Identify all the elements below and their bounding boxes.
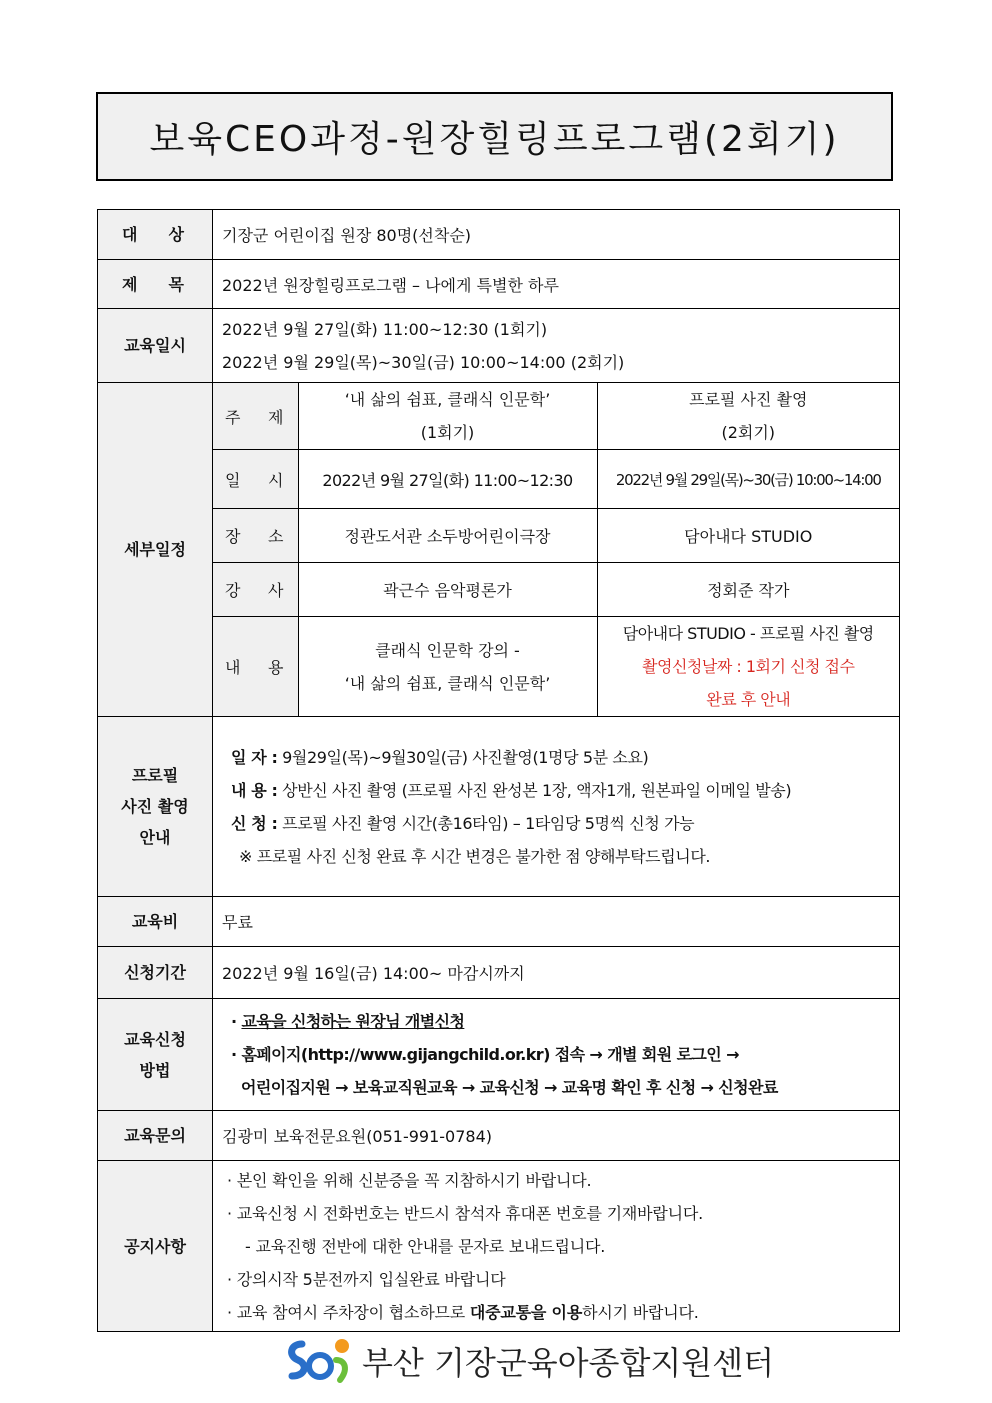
method-line-3: 어린이집지원 → 보육교직원교육 → 교육신청 → 교육명 확인 후 신청 → 신청완료 (241, 1078, 778, 1097)
theme-session-1 (298, 383, 597, 450)
label-line: 안내 (139, 828, 171, 847)
row-period (98, 947, 900, 999)
profile-apply-val: 프로필 사진 촬영 시간(총16타임) – 1타임당 5명씩 신청 가능 (282, 813, 695, 833)
label-line: 사진 촬영 (121, 797, 189, 816)
label-char: 장 (225, 527, 241, 546)
label-char: 일 (225, 470, 241, 490)
value-notice (213, 1161, 900, 1332)
schedule-row-datetime (213, 450, 899, 509)
label-line: 프로필 (131, 766, 179, 785)
schedule-cell (213, 383, 900, 717)
label-notice: 공지사항 (98, 1161, 213, 1332)
label-char: 강 (225, 581, 241, 600)
theme-1-title: ‘내 삶의 쉼표, 클래식 인문학’ (344, 390, 551, 409)
profile-date (231, 741, 899, 774)
value-inquiry: 김광미 보육전문요원(051-991-0784) (213, 1111, 900, 1161)
row-inquiry (98, 1111, 900, 1161)
label-inquiry: 교육문의 (98, 1111, 213, 1161)
notice-line-1: · 본인 확인을 위해 신분증을 꼭 지참하시기 바랍니다. (227, 1170, 592, 1190)
place-session-2: 담아내다 STUDIO (597, 509, 899, 563)
footer-org-name: 부산 기장군육아종합지원센터 (362, 1344, 775, 1382)
profile-content (231, 774, 899, 807)
datetime-session-2: 2022년 9월 29일(목)~30(금) 10:00~14:00 (597, 450, 899, 509)
theme-1-session: (1회기) (420, 423, 475, 442)
page-title: 보육CEO과정-원장힐링프로그램(2회기) (96, 92, 893, 181)
row-profile (98, 717, 900, 897)
notice-line-5-pre: · 교육 참여시 주차장이 협소하므로 (227, 1302, 470, 1322)
footer (280, 1335, 774, 1387)
label-char: 내 (225, 658, 241, 677)
place-session-1: 정관도서관 소두방어린이극장 (298, 509, 597, 563)
label-line: 방법 (139, 1060, 171, 1080)
content-2-line-2: 촬영신청날짜 : 1회기 신청 접수 (642, 657, 855, 676)
theme-2-title: 프로필 사진 촬영 (689, 390, 808, 409)
profile-date-val: 9월29일(목)~9월30일(금) 사진촬영(1명당 5분 소요) (282, 747, 649, 767)
label-dates: 교육일시 (98, 309, 213, 383)
info-table (97, 209, 900, 1332)
date-line-1: 2022년 9월 27일(화) 11:00~12:30 (1회기) (222, 319, 548, 339)
theme-session-2 (597, 383, 899, 450)
row-schedule (98, 383, 900, 717)
datetime-session-1: 2022년 9월 27일(화) 11:00~12:30 (298, 450, 597, 509)
notice-line-4: · 강의시작 5분전까지 입실완료 바랍니다 (227, 1269, 506, 1289)
label-subject (98, 260, 213, 309)
notice-line-5 (227, 1296, 899, 1329)
row-dates (98, 309, 900, 383)
profile-apply-key: 신 청 : (231, 813, 278, 833)
profile-content-key: 내 용 : (231, 780, 278, 800)
label-char: 목 (168, 274, 184, 294)
profile-content-val: 상반신 사진 촬영 (프로필 사진 완성본 1장, 액자1개, 원본파일 이메일 발송) (282, 780, 792, 800)
notice-line-3: - 교육진행 전반에 대한 안내를 문자로 보내드립니다. (245, 1236, 606, 1256)
row-target (98, 210, 900, 260)
theme-2-session: (2회기) (721, 423, 776, 442)
notice-line-5-bold: 대중교통을 이용 (469, 1302, 583, 1322)
value-period: 2022년 9월 16일(금) 14:00~ 마감시까지 (213, 947, 900, 999)
lecturer-session-2: 정회준 작가 (597, 563, 899, 617)
profile-date-key: 일 자 : (231, 747, 278, 767)
row-method (98, 999, 900, 1111)
center-logo-icon (280, 1336, 354, 1386)
method-line-2-text[interactable]: 홈페이지(http://www.gijangchild.or.kr) 접속 → 개별 회원 로그인 → (241, 1045, 739, 1064)
content-session-1 (298, 617, 597, 717)
label-char: 대 (122, 225, 138, 244)
sub-label-theme (213, 383, 298, 450)
method-line-2: · 홈페이지(http://www.gijangchild.or.kr) 접속 → 개별 회원 로그인 → (231, 1045, 739, 1064)
label-period: 신청기간 (98, 947, 213, 999)
date-line-2: 2022년 9월 29일(목)~30일(금) 10:00~14:00 (2회기) (222, 352, 625, 372)
schedule-row-content (213, 617, 899, 717)
sub-label-content (213, 617, 298, 717)
label-char: 주 (225, 407, 241, 427)
content-1-line-2: ‘내 삶의 쉼표, 클래식 인문학’ (344, 673, 551, 693)
value-dates (213, 309, 900, 383)
value-target: 기장군 어린이집 원장 80명(선착순) (213, 210, 900, 260)
lecturer-session-1: 곽근수 음악평론가 (298, 563, 597, 617)
label-char: 상 (168, 225, 184, 244)
label-char: 시 (268, 470, 284, 490)
profile-note: ※ 프로필 사진 신청 완료 후 시간 변경은 불가한 점 양해부탁드립니다. (239, 846, 711, 866)
row-subject (98, 260, 900, 309)
sub-label-place (213, 509, 298, 563)
value-subject: 2022년 원장힐링프로그램 – 나에게 특별한 하루 (213, 260, 900, 309)
schedule-row-place (213, 509, 899, 563)
content-2-line-1: 담아내다 STUDIO - 프로필 사진 촬영 (622, 624, 874, 643)
label-profile (98, 717, 213, 897)
label-fee: 교육비 (98, 897, 213, 947)
schedule-row-lecturer (213, 563, 899, 617)
sub-label-datetime (213, 450, 298, 509)
label-char: 제 (122, 274, 138, 294)
content-2-line-3: 완료 후 안내 (706, 690, 791, 709)
label-char: 제 (268, 407, 284, 427)
schedule-table (213, 383, 899, 716)
label-line: 교육신청 (124, 1029, 186, 1049)
row-notice (98, 1161, 900, 1332)
method-line-1-text: 교육을 신청하는 원장님 개별신청 (241, 1012, 465, 1031)
sub-label-lecturer (213, 563, 298, 617)
label-schedule: 세부일정 (98, 383, 213, 717)
schedule-row-theme (213, 383, 899, 450)
content-session-2 (597, 617, 899, 717)
label-char: 용 (268, 658, 284, 677)
label-char: 소 (268, 527, 284, 546)
value-fee: 무료 (213, 897, 900, 947)
method-line-1: · 교육을 신청하는 원장님 개별신청 (231, 1012, 465, 1031)
content-1-line-1: 클래식 인문학 강의 - (375, 640, 520, 660)
notice-line-2: · 교육신청 시 전화번호는 반드시 참석자 휴대폰 번호를 기재바랍니다. (227, 1203, 704, 1223)
value-method (213, 999, 900, 1111)
notice-line-5-post: 하시기 바랍니다. (582, 1302, 699, 1322)
label-char: 사 (268, 581, 284, 600)
row-fee (98, 897, 900, 947)
profile-apply (231, 807, 899, 840)
value-profile (213, 717, 900, 897)
label-method (98, 999, 213, 1111)
label-target (98, 210, 213, 260)
